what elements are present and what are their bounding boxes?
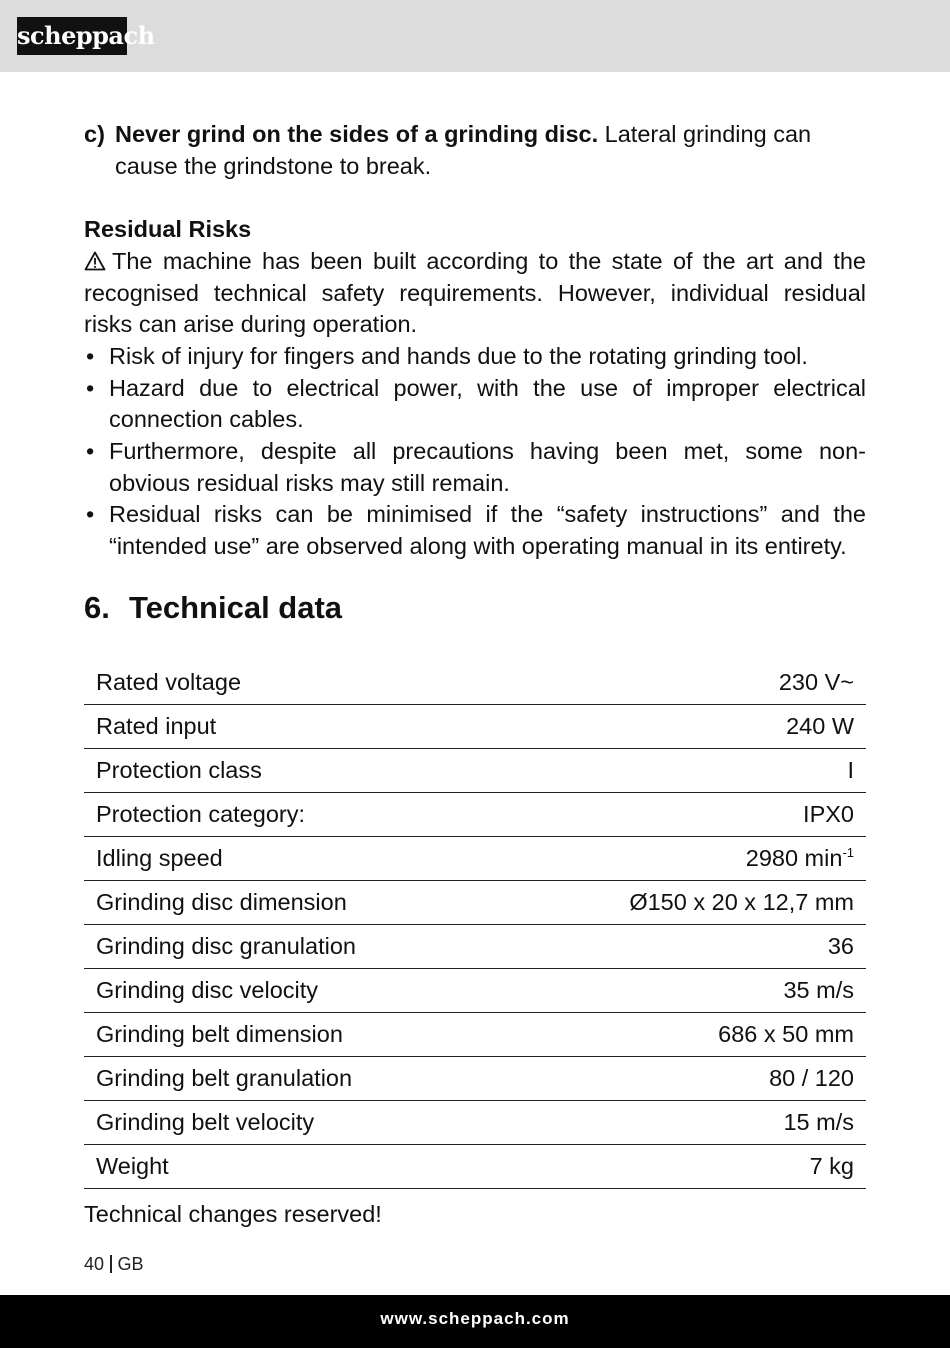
page-footer (84, 1252, 144, 1276)
bullet-dot-icon: • (86, 501, 95, 528)
spec-value-text: 686 x 50 mm (718, 1021, 854, 1047)
table-row (84, 1057, 866, 1101)
spec-label: Grinding belt velocity (84, 1101, 501, 1145)
spec-value-text: Ø150 x 20 x 12,7 mm (629, 889, 854, 915)
spec-value (501, 661, 866, 705)
table-row (84, 969, 866, 1013)
table-row (84, 749, 866, 793)
spec-value (501, 925, 866, 969)
spec-label: Rated voltage (84, 661, 501, 705)
bullet-dot-icon: • (86, 374, 95, 401)
chapter-number: 6. (84, 590, 110, 625)
spec-value-text: 240 W (786, 713, 854, 739)
safety-item-c (84, 119, 866, 182)
spec-value (501, 749, 866, 793)
spec-value-text: 80 / 120 (769, 1065, 854, 1091)
item-text: Lateral grinding can cause the grindstone to break. (115, 121, 812, 179)
list-item (84, 341, 866, 373)
spec-label: Rated input (84, 705, 501, 749)
spec-value (501, 1057, 866, 1101)
technical-data-table (84, 661, 866, 1189)
chapter-title: Technical data (129, 590, 343, 625)
list-item (84, 373, 866, 436)
spec-label: Idling speed (84, 837, 501, 881)
residual-risks-intro-text: The machine has been built according to the state of the art and the recognised technical safety requirements. However, individual residual risks can arise during operation. (84, 247, 866, 338)
chapter-heading (84, 588, 342, 628)
spec-value-text: I (847, 757, 854, 783)
residual-risks-heading: Residual Risks (84, 216, 252, 243)
spec-value-text: 2980 min (745, 845, 843, 871)
spec-value-text: 15 m/s (783, 1109, 854, 1135)
table-row (84, 881, 866, 925)
table-row (84, 1013, 866, 1057)
scheppach-logo: scheppach (17, 17, 127, 55)
bullet-dot-icon: • (86, 342, 95, 369)
list-item-text: Hazard due to electrical power, with the use of improper electrical connection cables. (109, 374, 866, 433)
bullet-dot-icon: • (86, 438, 95, 465)
table-row (84, 705, 866, 749)
spec-label: Grinding belt granulation (84, 1057, 501, 1101)
page-number: 40 (84, 1254, 105, 1274)
spec-value (501, 881, 866, 925)
list-item-text: Residual risks can be minimised if the “safety instructions” and the “intended use” are observed along with operating manual in its entirety. (109, 501, 866, 560)
spec-value-superscript: -1 (842, 845, 854, 860)
list-item (84, 436, 866, 499)
spec-value-text: 7 kg (809, 1153, 854, 1179)
spec-label: Grinding disc velocity (84, 969, 501, 1013)
main-content (84, 119, 866, 563)
spec-label: Grinding disc granulation (84, 925, 501, 969)
spec-value-text: IPX0 (803, 801, 854, 827)
spec-value (501, 1101, 866, 1145)
table-row (84, 793, 866, 837)
separator (110, 1255, 112, 1273)
list-item-text: Furthermore, despite all precautions having been met, some non-obvious residual risks may still remain. (109, 438, 866, 496)
item-bold-text: Never grind on the sides of a grinding disc. (115, 121, 599, 147)
spec-value (501, 837, 866, 881)
spec-value (501, 969, 866, 1013)
spec-value (501, 705, 866, 749)
spec-label: Weight (84, 1145, 501, 1189)
spec-value-text: 230 V~ (778, 669, 854, 695)
spec-label: Grinding disc dimension (84, 881, 501, 925)
spec-label: Protection class (84, 749, 501, 793)
table-row (84, 1101, 866, 1145)
list-item-text: Risk of injury for fingers and hands due to the rotating grinding tool. (109, 342, 808, 369)
page-language: GB (117, 1254, 144, 1274)
residual-risks-list (84, 341, 866, 563)
spec-value (501, 1013, 866, 1057)
spec-label: Grinding belt dimension (84, 1013, 501, 1057)
table-row (84, 661, 866, 705)
table-row (84, 1145, 866, 1189)
spec-label: Protection category: (84, 793, 501, 837)
website-link[interactable]: www.scheppach.com (380, 1309, 570, 1328)
spec-value (501, 1145, 866, 1189)
residual-risks-intro (84, 246, 866, 341)
spec-value (501, 793, 866, 837)
list-item (84, 499, 866, 562)
table-row (84, 837, 866, 881)
item-marker: c) (84, 121, 105, 147)
warning-triangle-icon (84, 251, 106, 271)
technical-changes-note: Technical changes reserved! (84, 1201, 382, 1227)
spec-value-text: 35 m/s (783, 977, 854, 1003)
spec-value-text: 36 (827, 933, 854, 959)
header-band (0, 0, 950, 72)
table-row (84, 925, 866, 969)
